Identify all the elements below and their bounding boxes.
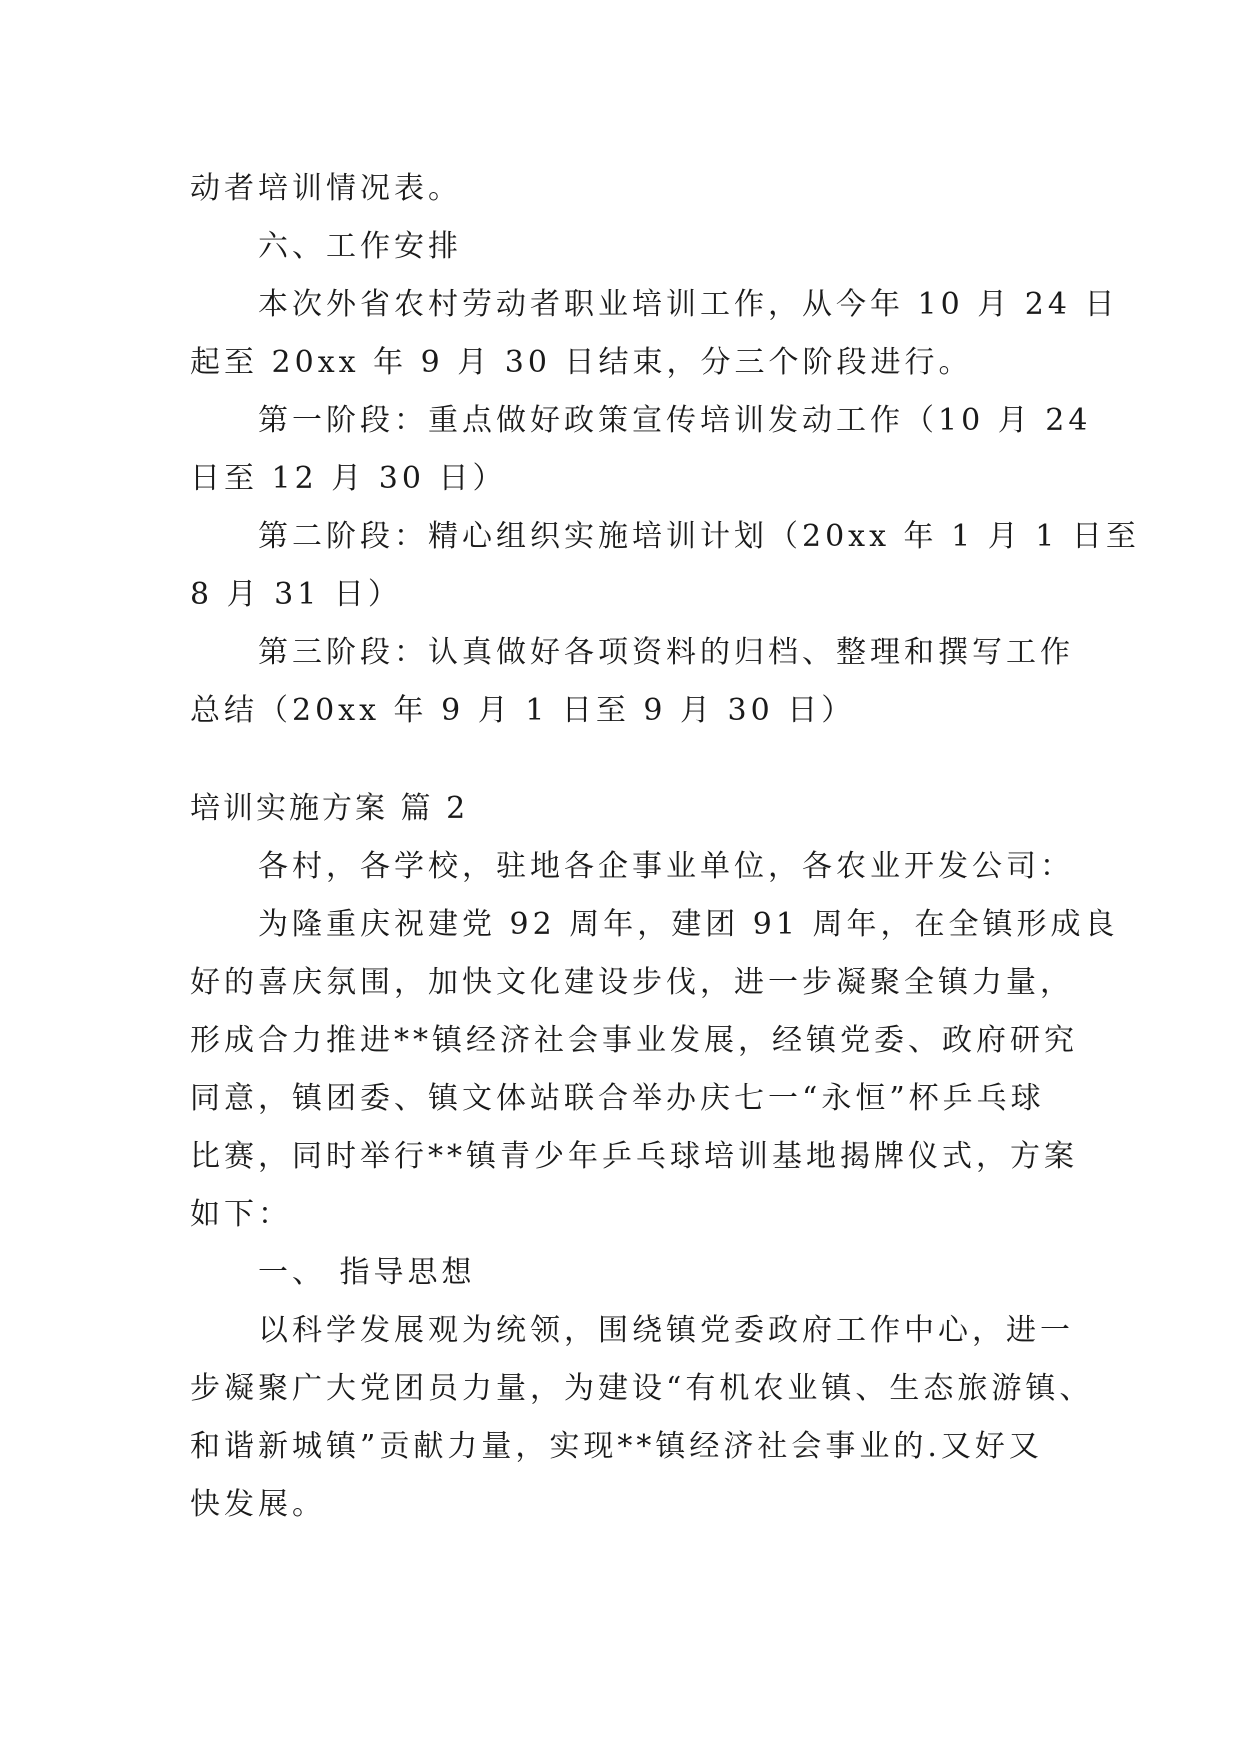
section-gap	[190, 740, 1050, 780]
paragraph-line: 起至 20xx 年 9 月 30 日结束，分三个阶段进行。	[190, 345, 973, 380]
paragraph-line: 形成合力推进**镇经济社会事业发展，经镇党委、政府研究	[190, 1023, 1078, 1058]
paragraph-line: 快发展。	[190, 1487, 326, 1522]
stage-one-line: 日至 12 月 30 日）	[190, 461, 507, 496]
paragraph-line: 本次外省农村劳动者职业培训工作，从今年 10 月 24 日	[258, 287, 1119, 322]
paragraph-line: 比赛，同时举行**镇青少年乒乓球培训基地揭牌仪式，方案	[190, 1139, 1078, 1174]
document-body	[190, 160, 1140, 1534]
paragraph-line: 好的喜庆氛围，加快文化建设步伐，进一步凝聚全镇力量，	[190, 965, 1074, 1000]
paragraph-line: 步凝聚广大党团员力量，为建设“有机农业镇、生态旅游镇、	[190, 1371, 1094, 1406]
stage-two-line: 第二阶段：精心组织实施培训计划（20xx 年 1 月 1 日至	[258, 519, 1140, 554]
stage-two-line: 8 月 31 日）	[190, 577, 402, 612]
paragraph-line: 为隆重庆祝建党 92 周年，建团 91 周年，在全镇形成良	[258, 907, 1119, 942]
stage-three-line: 第三阶段：认真做好各项资料的归档、整理和撰写工作	[258, 635, 1074, 670]
article-title-part-2: 培训实施方案 篇 2	[190, 791, 469, 826]
section-heading-guiding-ideology: 一、 指导思想	[258, 1255, 476, 1290]
salutation-line: 各村，各学校，驻地各企事业单位，各农业开发公司：	[258, 849, 1074, 884]
stage-one-line: 第一阶段：重点做好政策宣传培训发动工作（10 月 24	[258, 403, 1092, 438]
paragraph-line: 动者培训情况表。	[190, 171, 462, 206]
paragraph-line: 以科学发展观为统领，围绕镇党委政府工作中心，进一	[258, 1313, 1074, 1348]
stage-three-line: 总结（20xx 年 9 月 1 日至 9 月 30 日）	[190, 693, 856, 728]
paragraph-line: 同意，镇团委、镇文体站联合举办庆七一“永恒”杯乒乓球	[190, 1081, 1045, 1116]
section-heading-work-arrangement: 六、工作安排	[258, 229, 462, 264]
paragraph-line: 如下：	[190, 1197, 292, 1232]
paragraph-line: 和谐新城镇”贡献力量，实现**镇经济社会事业的.又好又	[190, 1429, 1043, 1464]
